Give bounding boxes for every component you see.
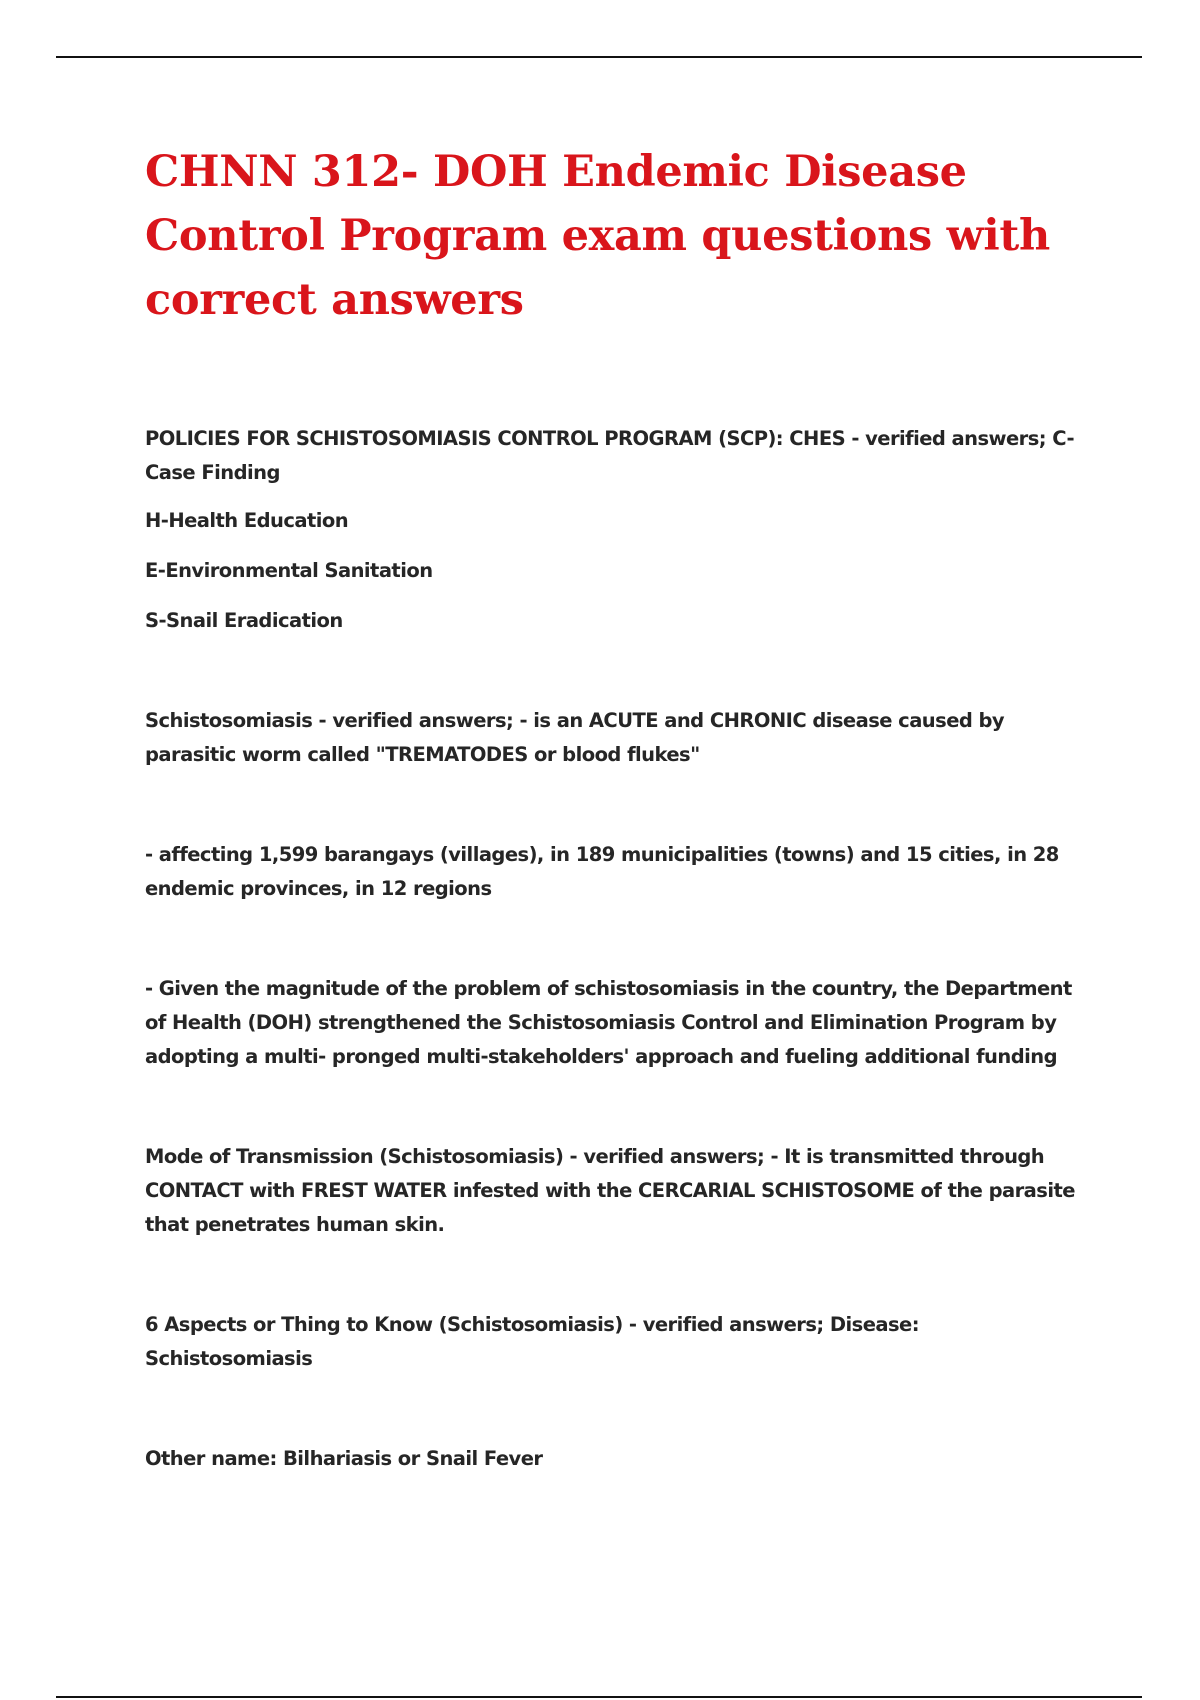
paragraph-doh-program: - Given the magnitude of the problem of schistosomiasis in the country, the Department of Health (DOH) strengthened the Schistosomiasis Control and Elimination Program by adopting a multi- pronged multi-stakeholders' approach and fueling additional funding bbox=[145, 977, 1072, 1068]
paragraph-mode-of-transmission: Mode of Transmission (Schistosomiasis) - verified answers; - It is transmitted through CONTACT with FREST WATER infested with the CERCARIAL SCHISTOSOME of the parasite that penetrates human skin. bbox=[145, 1145, 1075, 1236]
bottom-rule bbox=[56, 1696, 1142, 1698]
paragraph-environmental-sanitation: E-Environmental Sanitation bbox=[145, 559, 433, 582]
top-rule bbox=[56, 56, 1142, 58]
paragraph-affected-areas: - affecting 1,599 barangays (villages), in 189 municipalities (towns) and 15 cities, in 28 endemic provinces, in 12 regions bbox=[145, 843, 1059, 900]
paragraph-other-name: Other name: Bilhariasis or Snail Fever bbox=[145, 1447, 543, 1470]
paragraph-health-education: H-Health Education bbox=[145, 509, 349, 532]
document-title: CHNN 312- DOH Endemic Disease Control Program exam questions with correct answers bbox=[145, 147, 1050, 325]
document-body bbox=[145, 422, 1090, 1476]
document-content bbox=[145, 140, 1090, 1476]
paragraph-aspects: 6 Aspects or Thing to Know (Schistosomiasis) - verified answers; Disease: Schistosomiasis bbox=[145, 1313, 919, 1370]
paragraph-schistosomiasis-definition: Schistosomiasis - verified answers; - is an ACUTE and CHRONIC disease caused by parasitic worm called "TREMATODES or blood flukes" bbox=[145, 709, 1005, 766]
paragraph-snail-eradication: S-Snail Eradication bbox=[145, 609, 343, 632]
paragraph-policies: POLICIES FOR SCHISTOSOMIASIS CONTROL PROGRAM (SCP): CHES - verified answers; C-Case Finding bbox=[145, 427, 1075, 484]
